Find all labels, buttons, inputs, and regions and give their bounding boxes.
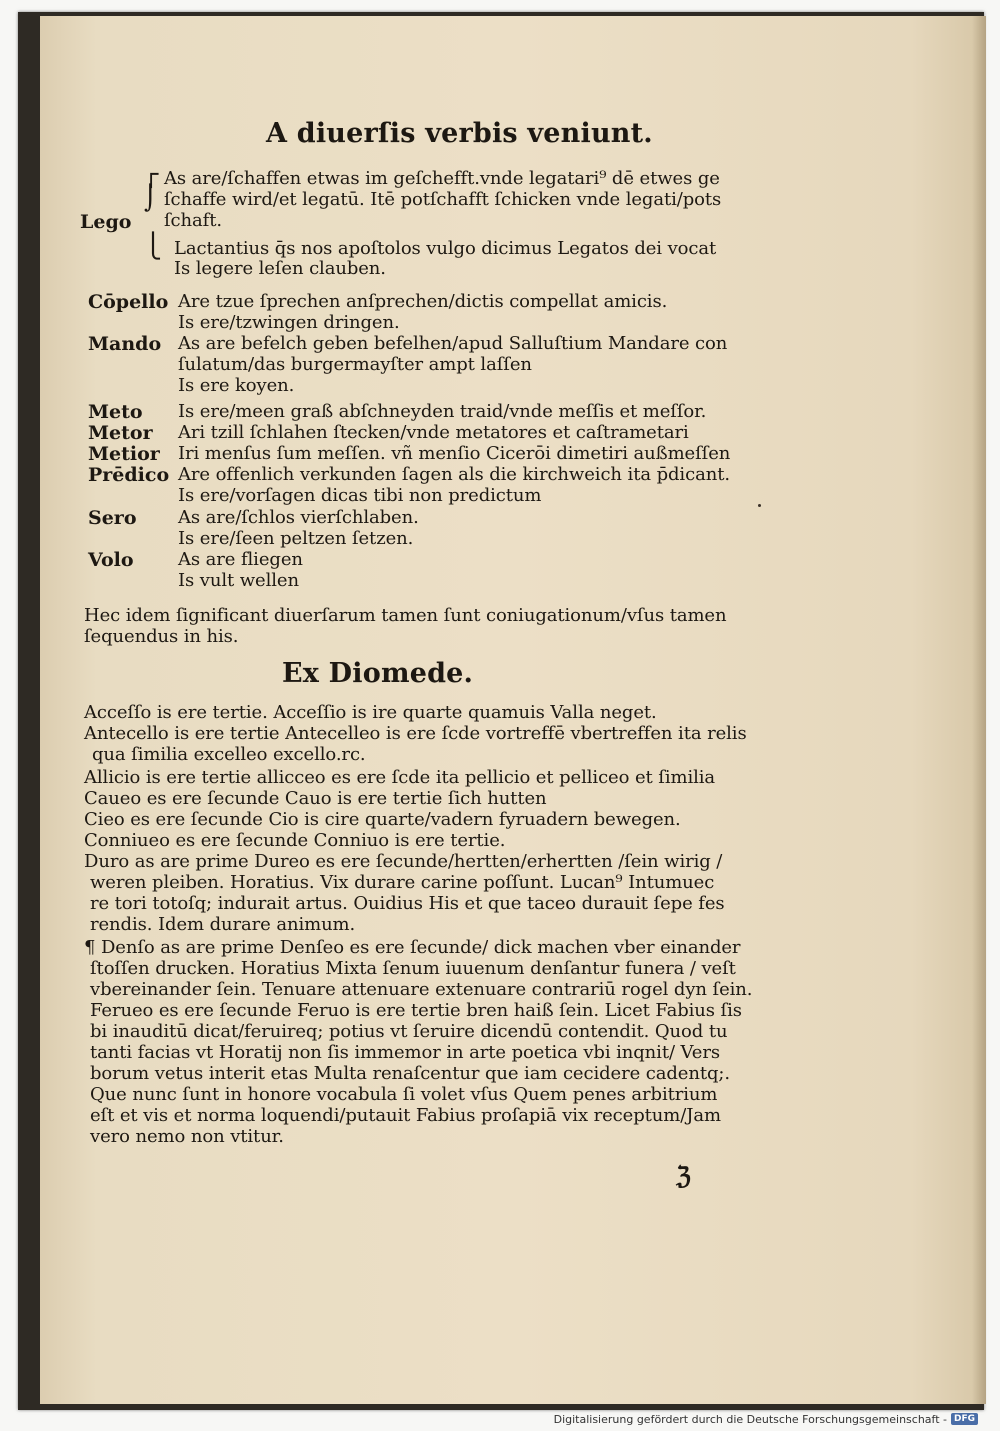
diomede-line-17: tanti facias vt Horatij non ſis immemor in arte poetica vbi inqnit/ Vers [90,1042,720,1063]
page-edge-shadow [972,16,986,1404]
volo-line-1: As are fliegen [178,549,303,570]
volo-line-2: Is vult wellen [178,570,299,591]
book-page [40,16,986,1404]
brace-top: ┌ [144,160,159,188]
brace-bottom: ⎩ [144,232,162,260]
diomede-line-2: Antecello is ere tertie Antecelleo is ere ſcde vortreffē vbertreffen ita relis [84,723,747,744]
verb-label-compello: Cōpello [88,291,169,313]
diomede-line-4: Allicio is ere tertie allicceo es ere ſcde ita pellicio et pelliceo et ſimilia [84,767,716,788]
predico-line-2: Is ere/vorſagen dicas tibi non predictum [178,485,542,506]
verb-label-predico: Prēdico [88,464,170,486]
lego-line-4: Lactantius q̄s nos apoſtolos vulgo dicimus Legatos dei vocat [174,238,717,259]
lego-line-2: ſchaffe wird/et legatū. Itē potſchafft ſchicken vnde legati/pots [164,189,722,210]
diomede-line-8: Duro as are prime Dureo es ere ſecunde/hertten/erhertten /ſein wirig / [84,851,723,872]
footer-credit [554,1411,978,1427]
diomede-line-11: rendis. Idem durare animum. [90,914,356,935]
sero-line-1: As are/ſchlos vierſchlaben. [178,507,419,528]
verb-label-meto: Meto [88,401,143,423]
mando-line-1: As are befelch geben befelhen/apud Salluſtium Mandare con [178,333,728,354]
diomede-line-1: Acceſſo is ere tertie. Acceſſio is ire quarte quamuis Valla neget. [84,702,657,723]
top-heading: A diuerſis verbis veniunt. [266,118,653,149]
diomede-line-20: eſt et vis et norma loquendi/putauit Fabius proſapiā vix receptum/Jam [90,1105,721,1126]
diomede-line-6: Cieo es ere ſecunde Cio is cire quarte/vadern fyruadern bewegen. [84,809,681,830]
lego-line-5: Is legere leſen clauben. [174,258,386,279]
diomede-line-7: Conniueo es ere ſecunde Conniuo is ere tertie. [84,830,506,851]
verb-label-volo: Volo [88,549,134,571]
lego-line-3: ſchaft. [164,210,222,231]
verb-label-sero: Sero [88,507,137,529]
compello-line-2: Is ere/tzwingen dringen. [178,312,400,333]
diomede-line-14: vbereinander ſein. Tenuare attenuare extenuare contrariū rogel dyn ſein. [90,979,753,1000]
diomede-line-12: ¶ Denſo as are prime Denſeo es ere ſecunde/ dick machen vber einander [84,937,741,958]
section-heading-diomede: Ex Diomede. [282,658,474,689]
verb-label-metior: Metior [88,443,160,465]
compello-line-1: Are tzue ſprechen anſprechen/dictis compellat amicis. [178,291,668,312]
footer-credit-text: Digitalisierung gefördert durch die Deutsche Forschungsgemeinschaft - [553,1412,947,1426]
diomede-line-5: Caueo es ere ſecunde Cauo is ere tertie ſich hutten [84,788,547,809]
diomede-line-3: qua ſimilia excelleo excello.rc. [92,744,366,765]
signature-mark: ℨ [676,1161,691,1190]
brace-mid: ⌡ [144,184,157,212]
mando-line-3: Is ere koyen. [178,375,295,396]
sero-line-2: Is ere/ſeen peltzen ſetzen. [178,528,414,549]
meto-line-1: Is ere/meen graß abſchneyden traid/vnde meſſis et meſſor. [178,401,707,422]
diomede-line-15: Ferueo es ere ſecunde Feruo is ere tertie bren haiß ſein. Licet Fabius ſis [90,1000,742,1021]
dfg-logo-icon: DFG [951,1413,978,1425]
diomede-line-13: ſtoſſen drucken. Horatius Mixta ſenum iuuenum denſantur funera / veſt [90,958,736,979]
metior-line-1: Iri menſus ſum meſſen. vñ menſio Cicerōi dimetiri außmeſſen [178,443,731,464]
closing-line-1: Hec idem ſignificant diuerſarum tamen ſunt coniugationum/vſus tamen [84,605,727,626]
verb-label-mando: Mando [88,333,162,355]
scan-frame [18,12,984,1410]
ink-speck [758,504,761,507]
closing-line-2: ſequendus in his. [84,626,239,647]
verb-label-metor: Metor [88,422,153,444]
diomede-line-9: weren pleiben. Horatius. Vix durare carine poſſunt. Lucan⁹ Intumuec [90,872,715,893]
diomede-line-21: vero nemo non vtitur. [90,1126,284,1147]
diomede-line-16: bi inauditū dicat/feruireq; potius vt ſeruire dicendū contendit. Quod tu [90,1021,728,1042]
metor-line-1: Ari tzill ſchlahen ſtecken/vnde metatores et caſtrametari [178,422,689,443]
diomede-line-19: Que nunc ſunt in honore vocabula ſi volet vſus Quem penes arbitrium [90,1084,718,1105]
diomede-line-18: borum vetus interit etas Multa renaſcentur que iam cecidere cadentq;. [90,1063,730,1084]
mando-line-2: ſulatum/das burgermayſter ampt laſſen [178,354,532,375]
diomede-line-10: re tori totoſq; indurait artus. Ouidius His et que taceo durauit ſepe fes [90,893,725,914]
predico-line-1: Are offenlich verkunden ſagen als die kirchweich ita p̄dicant. [178,464,730,485]
lego-line-1: As are/ſchaffen etwas im geſchefft.vnde legatari⁹ dē etwes ge [164,168,720,189]
verb-label-lego: Lego [80,211,132,233]
